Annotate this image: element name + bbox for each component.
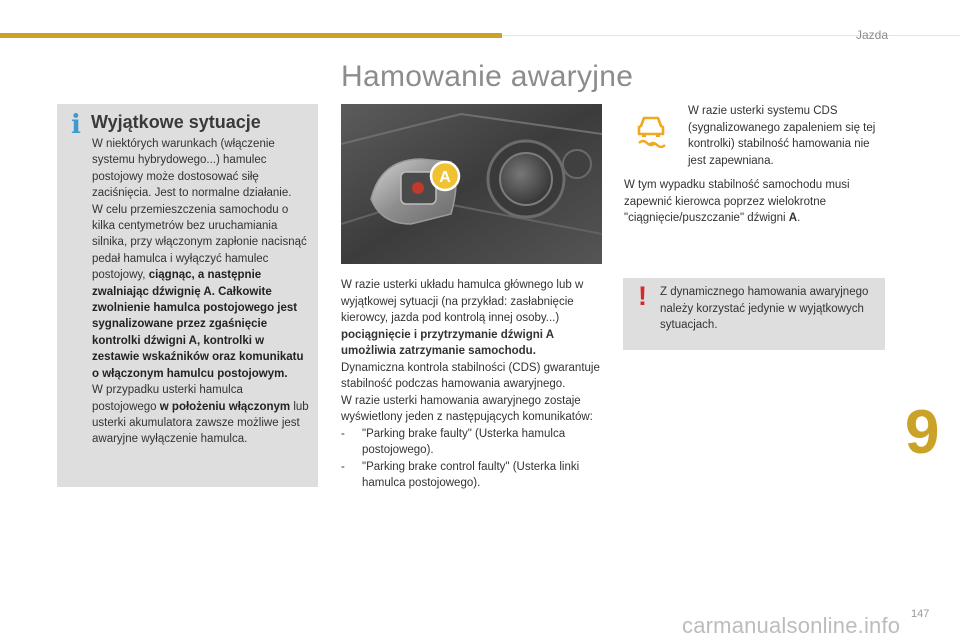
warning-text: Z dynamicznego hamowania awaryjnego należy korzystać jedynie w wyjątkowych sytuacjach. <box>660 286 869 331</box>
cds-instruction-lever: A <box>788 212 798 224</box>
list-dash: - <box>341 427 345 440</box>
warning-icon: ! <box>638 281 647 311</box>
info-box-body <box>92 136 310 448</box>
list-item-text: "Parking brake faulty" (Usterka hamulca postojowego). <box>362 427 566 456</box>
parking-brake-photo <box>341 104 602 264</box>
cds-warning-text: W razie usterki systemu CDS (sygnalizowanego zapaleniem się tej kontrolki) stabilność hamowania nie jest zapewniana. <box>688 105 876 167</box>
parking-brake-illustration <box>341 104 602 264</box>
info-paragraph-2-bold: ciągnąc, a następnie zwalniając dźwignię A. Całkowite zwolnienie hamulca postojowego jest sygnalizowane przez zgaśnięcie kontrolki dźwigni A, kontrolki w zestawie wskaźników oraz komunikatu o włączonym hamulcu postojowym. <box>92 269 304 380</box>
chapter-number: 9 <box>905 398 940 467</box>
section-label: Jazda <box>855 28 888 42</box>
middle-paragraph-2: Dynamiczna kontrola stabilności (CDS) gwarantuje stabilność podczas hamowania awaryjnego. <box>341 361 600 390</box>
info-paragraph-2: W celu przemieszczenia samochodu o kilka centymetrów bez uruchamiania silnika, przy włączonym zapłonie nacisnąć pedał hamulca i wyłączyć hamulec postojowy, <box>92 203 307 282</box>
warning-box <box>623 278 885 350</box>
list-item <box>341 459 603 492</box>
middle-paragraph-1 <box>341 277 603 360</box>
info-paragraph-1: W niektórych warunkach (włączenie systemu hybrydowego...) hamulec postojowy może dostosować siłę zaciśnięcia. Jest to normalne działanie. <box>92 138 292 200</box>
watermark: carmanualsonline.info <box>682 613 901 638</box>
stability-control-warning-icon <box>633 112 669 148</box>
cds-instruction-text <box>624 177 886 227</box>
middle-paragraph-1-text: W razie usterki układu hamulca głównego lub w wyjątkowej sytuacji (na przykład: zasłabnięcie kierowcy, jazda pod kontrolą innej osoby...) <box>341 279 584 324</box>
brake-lever-led <box>412 182 424 194</box>
info-paragraph-3c: lub usterki akumulatora zawsze możliwe jest awaryjne wyłączenie hamulca. <box>92 400 309 446</box>
info-box <box>57 104 318 487</box>
emergency-braking-text <box>341 277 603 492</box>
list-dash: - <box>341 460 345 473</box>
cds-instruction-part-1: W tym wypadku stabilność samochodu musi zapewnić kierowca poprzez wielokrotne "ciągnięcie/puszczanie" dźwigni <box>624 179 850 224</box>
page-title: Hamowanie awaryjne <box>341 60 634 93</box>
header-rule <box>502 35 960 36</box>
callout-a-label: A <box>439 169 451 186</box>
middle-paragraph-1-bold: pociągnięcie i przytrzymanie dźwigni A umożliwia zatrzymanie samochodu. <box>341 328 554 357</box>
info-paragraph-3a: W przypadku usterki hamulca postojowego <box>92 384 243 413</box>
list-item-text: "Parking brake control faulty" (Usterka linki hamulca postojowego). <box>362 460 580 489</box>
list-item <box>341 426 603 459</box>
header-accent-bar <box>0 33 502 38</box>
info-paragraph-3-bold: w położeniu włączonym <box>159 400 291 413</box>
page-number: 147 <box>911 608 930 620</box>
info-icon: i <box>71 110 81 140</box>
info-box-title: Wyjątkowe sytuacje <box>91 112 261 132</box>
cds-instruction-part-3: . <box>797 212 801 224</box>
middle-paragraph-3: W razie usterki hamowania awaryjnego zostaje wyświetlony jeden z następujących komunikatów: <box>341 394 593 423</box>
